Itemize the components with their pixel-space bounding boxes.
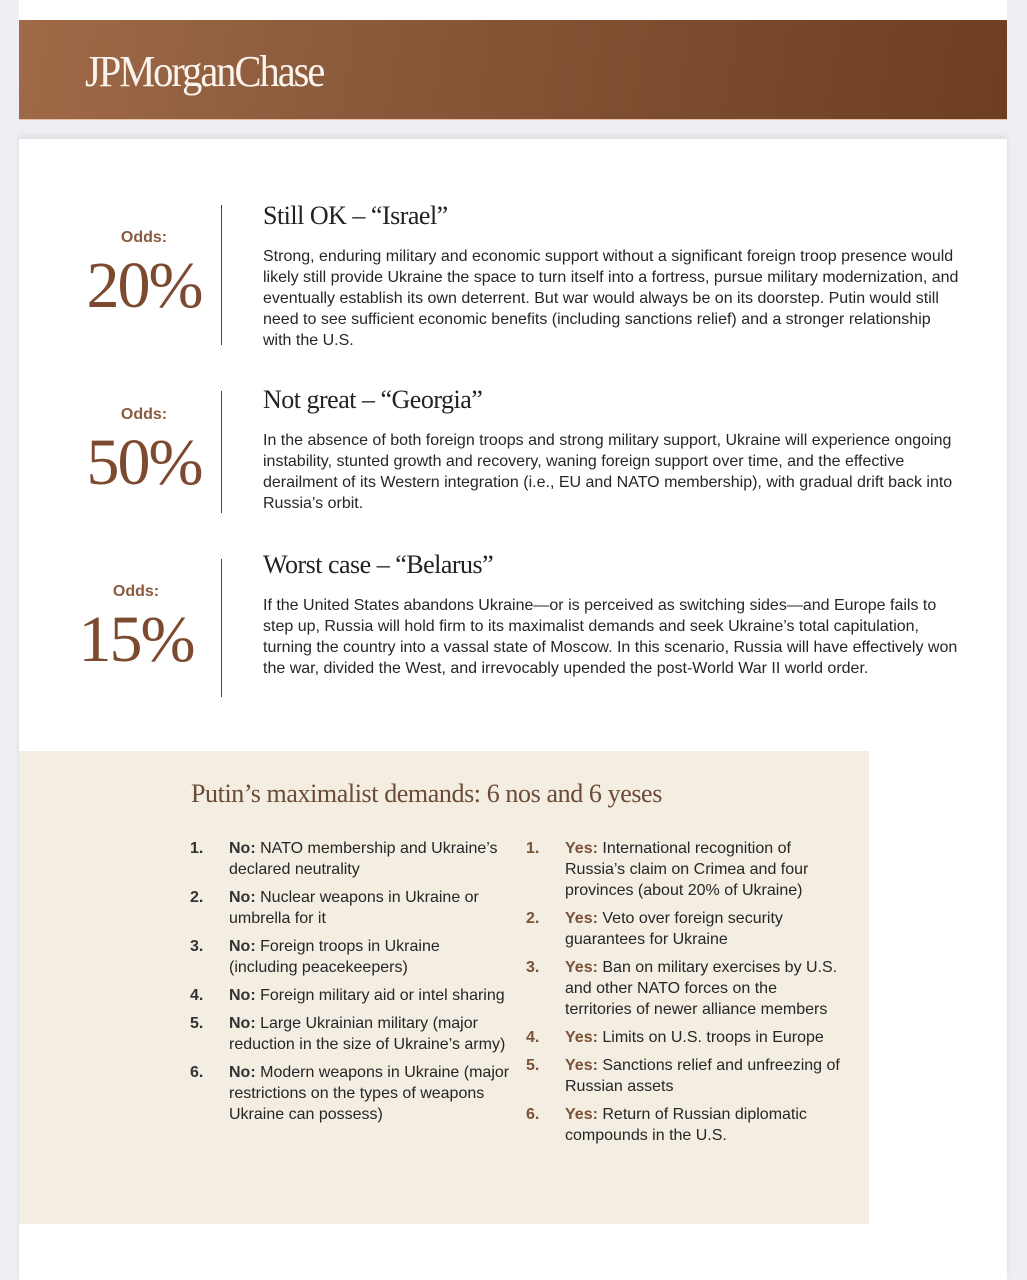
item-tag: Yes: — [565, 959, 598, 976]
odds-block — [61, 583, 211, 676]
list-item — [526, 1104, 846, 1146]
item-number: 2. — [190, 889, 204, 906]
item-number: 6. — [190, 1064, 204, 1081]
list-item — [526, 1027, 846, 1048]
previous-page-edge — [19, 0, 1007, 20]
item-text: NATO membership and Ukraine’s declared neutrality — [229, 840, 498, 878]
item-number: 6. — [526, 1106, 540, 1123]
item-number: 2. — [526, 910, 540, 927]
item-tag: Yes: — [565, 840, 598, 857]
item-text: Veto over foreign security guarantees for Ukraine — [565, 910, 783, 948]
item-number: 1. — [190, 840, 204, 857]
item-tag: No: — [229, 987, 256, 1004]
list-item — [526, 957, 846, 1020]
list-item — [190, 936, 510, 978]
demands-title: Putin’s maximalist demands: 6 nos and 6 yeses — [191, 779, 662, 808]
nos-list — [190, 838, 510, 1132]
scenario-title: Worst case – “Belarus” — [263, 550, 494, 579]
brand-logo: JPMorganChase — [85, 47, 324, 96]
scenario-body: In the absence of both foreign troops and strong military support, Ukraine will experience ongoing instability, stunted growth and recovery, waning foreign support over time, and the effective derailment of its Western integration (i.e., EU and NATO membership), with gradual drift back into Russia’s orbit. — [263, 432, 953, 512]
odds-value: 20% — [86, 249, 202, 322]
item-number: 5. — [190, 1015, 204, 1032]
list-item — [190, 985, 510, 1006]
list-item — [190, 1013, 510, 1055]
item-number: 3. — [526, 959, 540, 976]
item-text: Sanctions relief and unfreezing of Russian assets — [565, 1057, 840, 1095]
scenario-title: Still OK – “Israel” — [263, 201, 448, 230]
item-text: Limits on U.S. troops in Europe — [602, 1029, 824, 1046]
divider — [221, 205, 222, 345]
item-text: Nuclear weapons in Ukraine or umbrella for it — [229, 889, 479, 927]
list-item — [526, 908, 846, 950]
item-text: Modern weapons in Ukraine (major restrictions on the types of weapons Ukraine can possess) — [229, 1064, 510, 1123]
item-text: International recognition of Russia’s claim on Crimea and four provinces (about 20% of Ukraine) — [565, 840, 809, 899]
item-tag: Yes: — [565, 910, 598, 927]
item-number: 4. — [526, 1029, 540, 1046]
odds-value: 50% — [86, 426, 202, 499]
item-text: Return of Russian diplomatic compounds in the U.S. — [565, 1106, 807, 1144]
item-number: 5. — [526, 1057, 540, 1074]
item-tag: Yes: — [565, 1057, 598, 1074]
item-text: Large Ukrainian military (major reduction in the size of Ukraine’s army) — [229, 1015, 506, 1053]
item-tag: Yes: — [565, 1106, 598, 1123]
odds-label: Odds: — [112, 583, 160, 600]
odds-block — [69, 406, 219, 499]
scenario-body: Strong, enduring military and economic support without a significant foreign troop presence would likely still provide Ukraine the space to turn itself into a fortress, pursue military modernization, and eventually establish its own deterrent. But war would always be on its doorstep. Putin would still need to see sufficient economic benefits (including sanctions relief) and a stronger relationship with the U.S. — [263, 248, 959, 349]
yeses-list — [526, 838, 846, 1153]
item-tag: No: — [229, 1064, 256, 1081]
list-item — [190, 838, 510, 880]
item-tag: No: — [229, 938, 256, 955]
odds-label: Odds: — [120, 406, 168, 423]
item-text: Foreign troops in Ukraine (including peacekeepers) — [229, 938, 440, 976]
document-page — [19, 139, 1007, 1280]
item-tag: No: — [229, 889, 256, 906]
item-number: 4. — [190, 987, 204, 1004]
item-tag: No: — [229, 840, 256, 857]
list-item — [526, 1055, 846, 1097]
item-tag: No: — [229, 1015, 256, 1032]
scenario-title: Not great – “Georgia” — [263, 385, 483, 414]
divider — [221, 391, 222, 513]
item-tag: Yes: — [565, 1029, 598, 1046]
odds-value: 15% — [78, 603, 194, 676]
list-item — [190, 887, 510, 929]
item-text: Ban on military exercises by U.S. and other NATO forces on the territories of newer alliance members — [565, 959, 838, 1018]
item-number: 1. — [526, 840, 540, 857]
header-banner — [19, 20, 1007, 120]
demands-panel — [19, 751, 869, 1224]
list-item — [190, 1062, 510, 1125]
list-item — [526, 838, 846, 901]
scenario-body: If the United States abandons Ukraine—or is perceived as switching sides—and Europe fails to step up, Russia will hold firm to its maximalist demands and seek Ukraine’s total capitulation, turning the country into a vassal state of Moscow. In this scenario, Russia will have effectively won the war, divided the West, and irrevocably upended the post-World War II world order. — [263, 597, 958, 677]
divider — [221, 559, 222, 697]
item-number: 3. — [190, 938, 204, 955]
odds-label: Odds: — [120, 229, 168, 246]
item-text: Foreign military aid or intel sharing — [260, 987, 505, 1004]
odds-block — [69, 229, 219, 322]
